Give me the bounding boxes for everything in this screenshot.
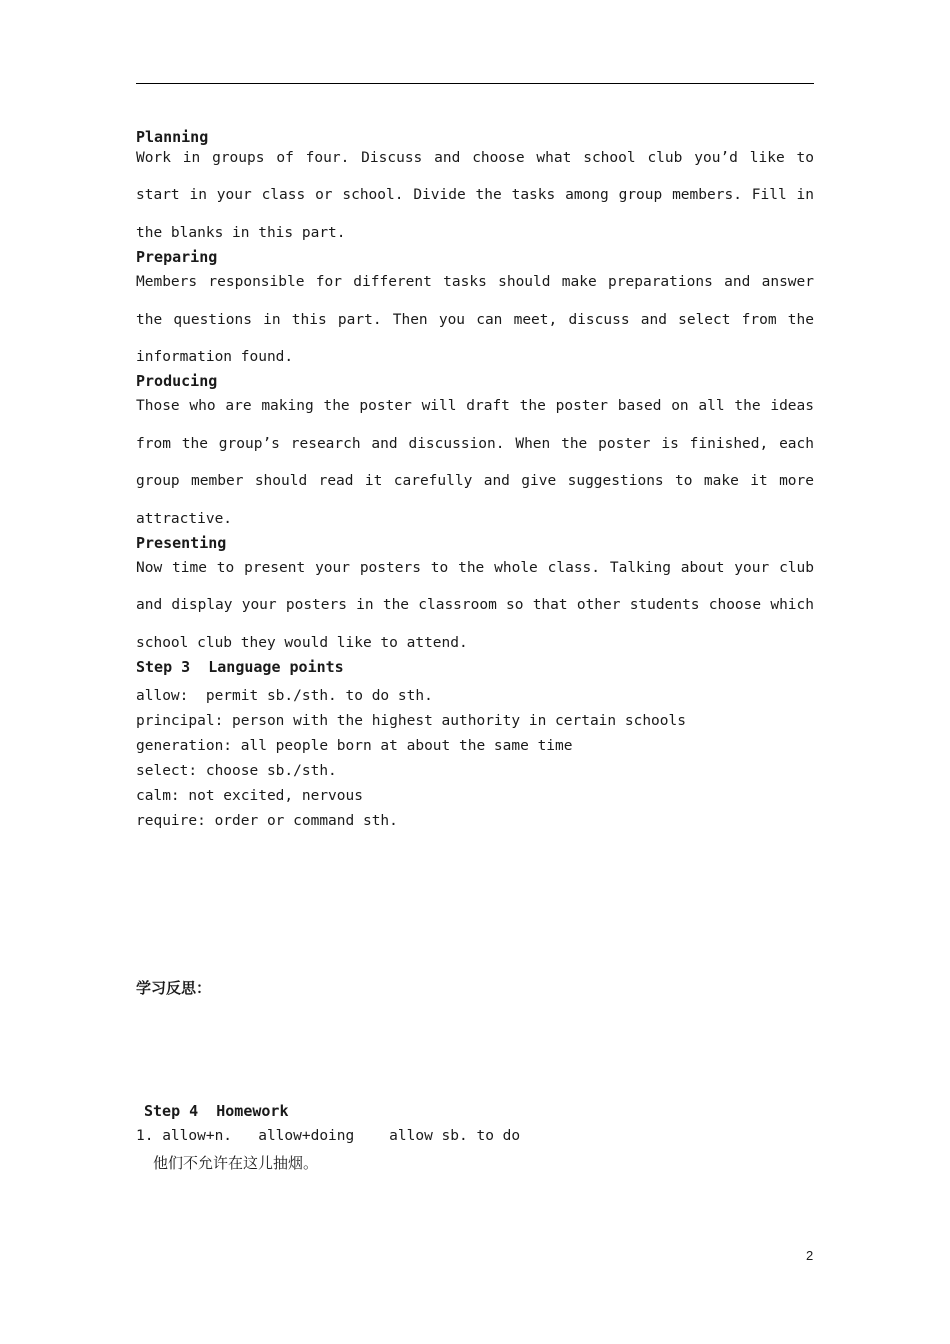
header-rule xyxy=(136,83,814,84)
vocab-list xyxy=(136,684,814,834)
section-preparing xyxy=(136,246,814,376)
section-heading: Preparing xyxy=(136,248,218,267)
vocab-item: calm: not excited, nervous xyxy=(136,788,363,805)
reflection-label: 学习反思： xyxy=(136,979,212,997)
section-language-points xyxy=(136,656,814,834)
step3-heading: Step 3 Language points xyxy=(136,658,344,677)
section-heading: Presenting xyxy=(136,534,227,553)
step4-heading: Step 4 Homework xyxy=(144,1102,289,1120)
vocab-item: principal: person with the highest authority in certain schools xyxy=(136,713,686,730)
section-text: Those who are making the poster will draft the poster based on all the ideas from the group’s research and discussion. When the poster is finished, each group member should read it carefully and give suggestions to make it more attractive. xyxy=(136,398,814,527)
section-text: Members responsible for different tasks should make preparations and answer the questions in this part. Then you can meet, discuss and select from the information found. xyxy=(136,274,814,366)
vocab-item: select: choose sb./sth. xyxy=(136,763,337,780)
homework-chinese-sentence: 他们不允许在这儿抽烟。 xyxy=(153,1154,319,1172)
section-heading: Planning xyxy=(136,128,209,146)
page-number: 2 xyxy=(806,1248,814,1263)
section-producing xyxy=(136,370,814,538)
vocab-item: allow: permit sb./sth. to do sth. xyxy=(136,688,433,705)
document-body xyxy=(136,126,814,834)
vocab-item: require: order or command sth. xyxy=(136,813,398,830)
section-planning xyxy=(136,126,814,252)
section-presenting xyxy=(136,532,814,662)
section-text: Now time to present your posters to the whole class. Talking about your club and display your posters in the classroom so that other students choose which school club they would like to attend. xyxy=(136,560,814,651)
vocab-item: generation: all people born at about the same time xyxy=(136,738,573,755)
homework-line: 1. allow+n. allow+doing allow sb. to do xyxy=(136,1128,521,1144)
section-text: Work in groups of four. Discuss and choose what school club you’d like to start in your class or school. Divide the tasks among group members. Fill in the blanks in this part. xyxy=(136,150,814,241)
section-heading: Producing xyxy=(136,372,218,391)
